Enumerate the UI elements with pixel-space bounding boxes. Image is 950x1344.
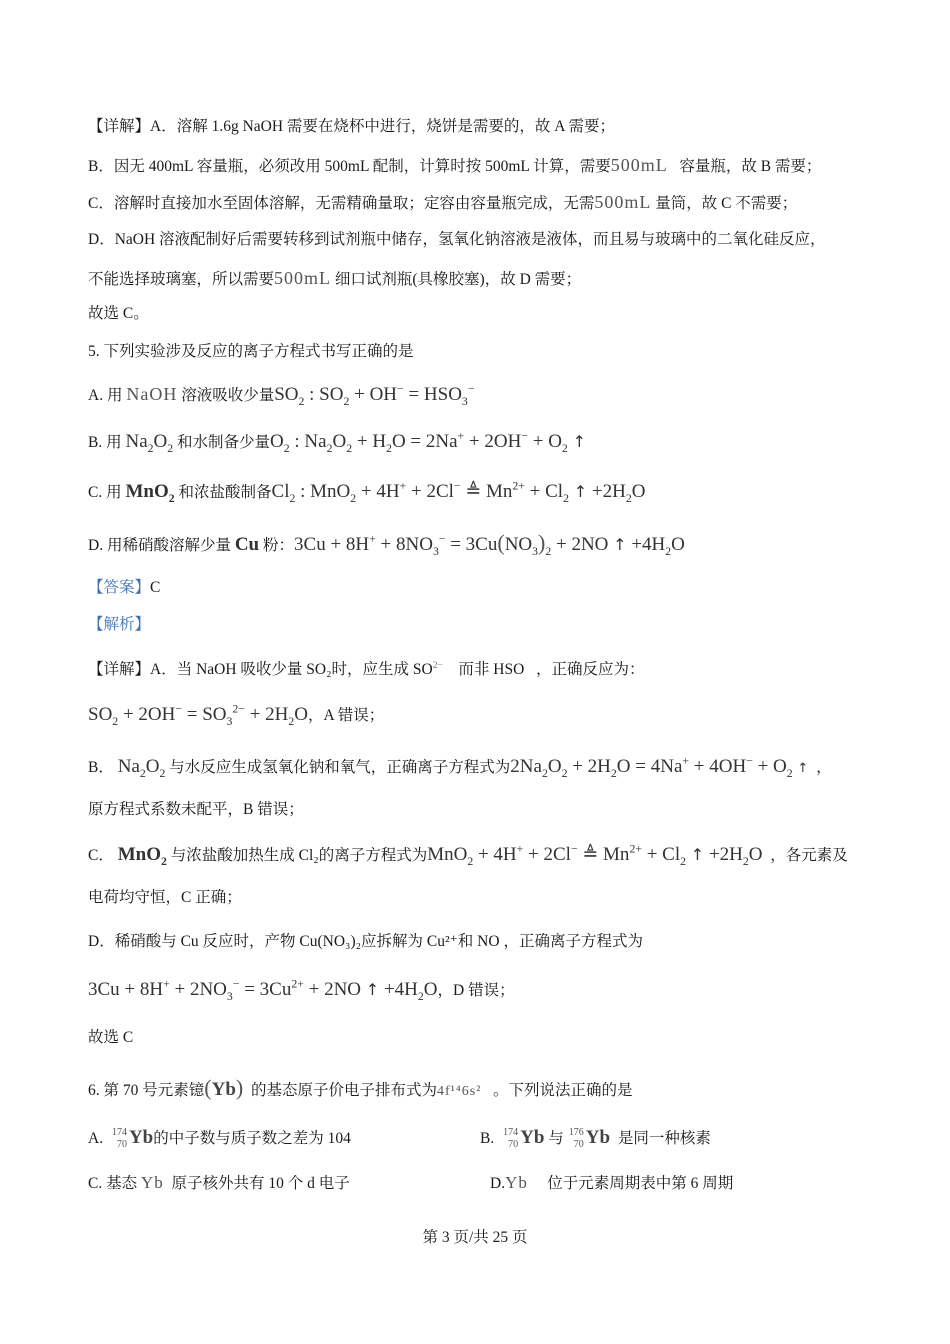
option-label: C. 用 bbox=[88, 484, 122, 501]
option-text: 和水制备少量 bbox=[177, 434, 271, 451]
detail2-c-line bbox=[88, 842, 848, 868]
detail-a-text: A．溶解 1.6g NaOH 需要在烧杯中进行，烧饼是需要的，故 A 需要； bbox=[150, 118, 616, 135]
detail2-conclusion bbox=[88, 1028, 133, 1048]
verdict-text: ，D 错误； bbox=[437, 982, 515, 999]
detail-c-line bbox=[88, 192, 797, 214]
element-symbol: Yb bbox=[520, 1127, 545, 1148]
option-label: D. bbox=[490, 1175, 506, 1192]
equation-image: $SO_2$ : $SO_2 + OH^- = HSO_3^-$ bbox=[274, 382, 475, 408]
stem-pre: 6. 第 70 号元素镱 bbox=[88, 1082, 205, 1099]
detail-a-line bbox=[88, 117, 615, 137]
detail2-d-equation-line bbox=[88, 977, 515, 1003]
paren-close: ) bbox=[235, 1075, 244, 1100]
stem-post: 。下列说法正确的是 bbox=[493, 1082, 633, 1099]
option-text: 位于元素周期表中第 6 周期 bbox=[547, 1175, 734, 1192]
question-6-option-b bbox=[480, 1128, 711, 1149]
detail2-c-text: 与浓盐酸加热生成 Cl₂的离子方程式为 bbox=[170, 847, 428, 864]
element-symbol: Yb bbox=[140, 1173, 164, 1192]
detail2-c-line2: 电荷均守恒，C 正确； bbox=[88, 889, 242, 906]
reagent-image: $Na_2O_2$ bbox=[117, 756, 166, 780]
equation-image: $Cl_2$ : MnO$_2$ + 4H+ + 2Cl− ≜ $Mn^{2+} + Cl_2$ ↑ $+2H_2O$ bbox=[271, 479, 646, 505]
question-5-option-d bbox=[88, 530, 685, 558]
question-5-option-b bbox=[88, 429, 586, 455]
detail-b-line bbox=[88, 155, 821, 177]
atomic-number: 70 bbox=[116, 1139, 127, 1151]
equation-image: $SO_2 + 2OH^- = SO_3^{2-} + 2H_2O$ bbox=[88, 702, 308, 728]
option-text: 是同一种核素 bbox=[617, 1130, 711, 1147]
option-text: 原子核外共有 10 个 d 电子 bbox=[171, 1175, 350, 1192]
detail-d-text: D．NaOH 溶液配制好后需要转移到试剂瓶中储存，氢氧化钠溶液是液体，而且易与玻璃中的二氧化硅反应， bbox=[88, 231, 826, 248]
detail-b-post: 容量瓶，故 B 需要； bbox=[679, 158, 822, 175]
nuclide-notation bbox=[564, 1129, 586, 1149]
volume-image: 500mL bbox=[594, 192, 652, 212]
detail-d-line-2 bbox=[88, 268, 581, 290]
detail-c-post: 量筒，故 C 不需要； bbox=[655, 195, 798, 212]
question-6-option-c bbox=[88, 1173, 350, 1194]
reagent-image: NaOH bbox=[126, 384, 178, 404]
detail2-a-mid: 而非 HSO bbox=[458, 661, 525, 678]
detail2-c-post: ，各元素及 bbox=[770, 847, 848, 864]
detail2-b-line2: 原方程式系数未配平，B 错误； bbox=[88, 801, 304, 818]
option-label: A. 用 bbox=[88, 387, 123, 404]
mass-number: 174 bbox=[111, 1127, 127, 1139]
conclusion-text: 故选 C。 bbox=[88, 305, 149, 322]
equation-image: $O_2$ : $Na_2O_2 + H_2O = 2Na^+ + 2OH^- + O_2$ ↑ bbox=[270, 429, 586, 455]
detail-label: 【详解】 bbox=[88, 661, 151, 678]
detail2-d-line bbox=[88, 932, 643, 952]
answer-label: 【答案】 bbox=[88, 579, 151, 596]
element-symbol: Yb bbox=[128, 1127, 154, 1148]
detail2-a-line: 【详解】A．当 NaOH 吸收少量 SO₂时，应生成 $SO^{2-}$ 而非 HSO ，正确反应为： bbox=[88, 659, 645, 678]
analysis-line bbox=[88, 615, 150, 635]
detail-label: 【详解】 bbox=[88, 118, 151, 135]
option-text: 和浓盐酸制备 bbox=[178, 484, 272, 501]
element-symbol: Yb bbox=[585, 1127, 611, 1148]
answer-value: C bbox=[150, 579, 161, 596]
detail2-d-text: D．稀硝酸与 Cu 反应时，产物 Cu(NO₃)₂应拆解为 Cu²⁺和 NO ，正确离子方程式为 bbox=[88, 933, 643, 950]
volume-image: 500mL bbox=[610, 155, 668, 175]
answer-line bbox=[88, 578, 160, 598]
question-5-stem bbox=[88, 342, 414, 362]
option-mid: 与 bbox=[548, 1130, 564, 1147]
mass-number: 174 bbox=[503, 1127, 519, 1139]
detail2-a-post: ，正确反应为： bbox=[535, 661, 645, 678]
question-5-option-c bbox=[88, 479, 646, 505]
detail2-a-equation-line bbox=[88, 702, 385, 728]
option-label: D. 用稀硝酸溶解少量 bbox=[88, 537, 231, 554]
option-text: 的中子数与质子数之差为 104 bbox=[153, 1130, 351, 1147]
equation-image: MnO$_2$ + 4H+ + 2Cl− ≜ $Mn^{2+} + Cl_2$ ↑ $+2H_2O$ bbox=[427, 842, 763, 868]
nuclide-notation bbox=[498, 1129, 520, 1149]
option-text: 溶液吸收少量 bbox=[181, 387, 275, 404]
page-footer bbox=[0, 1225, 950, 1247]
detail-b-text: B．因无 400mL 容量瓶，必须改用 500mL 配制，计算时按 500mL 计算，需要 bbox=[88, 158, 611, 175]
nuclide-notation bbox=[107, 1129, 129, 1149]
question-6-stem bbox=[88, 1075, 633, 1102]
question-5-option-a bbox=[88, 384, 474, 406]
reagent-image: MnO$_2$ bbox=[125, 481, 175, 505]
detail-d2-pre: 不能选择玻璃塞，所以需要 bbox=[88, 271, 275, 288]
detail-d2-post: 细口试剂瓶(具橡胶塞)，故 D 需要； bbox=[334, 271, 582, 288]
detail2-b-line-2 bbox=[88, 800, 304, 820]
detail2-c-line-2 bbox=[88, 888, 242, 908]
detail2-b-pre: B． bbox=[88, 759, 114, 776]
electron-config-image: 4f¹⁴6s² bbox=[436, 1084, 482, 1099]
element-symbol: Yb bbox=[211, 1079, 236, 1100]
detail-c-text: C．溶解时直接加水至固体溶解，无需精确量取；定容由容量瓶完成，无需 bbox=[88, 195, 595, 212]
paren-open: ( bbox=[204, 1075, 212, 1100]
atomic-number: 70 bbox=[508, 1139, 519, 1151]
option-label: A. bbox=[88, 1130, 104, 1147]
analysis-label: 【解析】 bbox=[88, 616, 151, 633]
volume-image: 500mL bbox=[274, 268, 332, 288]
detail2-c-pre: C． bbox=[88, 847, 114, 864]
atomic-number: 70 bbox=[573, 1139, 584, 1151]
equation-image: $3Cu + 8H^+ + 8NO_3^- = 3Cu(NO_3)_2 + 2NO$ ↑ $+4H_2O$ bbox=[294, 530, 685, 558]
detail-conclusion bbox=[88, 304, 149, 324]
question-6-option-a bbox=[88, 1128, 351, 1149]
question-stem: 5. 下列实验涉及反应的离子方程式书写正确的是 bbox=[88, 343, 414, 360]
detail2-b-line bbox=[88, 754, 832, 780]
detail-d-line-1 bbox=[88, 230, 826, 250]
reagent-image: MnO$_2$ bbox=[117, 844, 167, 868]
stem-mid: 的基态原子价电子排布式为 bbox=[250, 1082, 437, 1099]
conclusion-text: 故选 C bbox=[88, 1029, 134, 1046]
question-6-option-d bbox=[490, 1173, 733, 1194]
option-label: C. 基态 bbox=[88, 1175, 138, 1192]
equation-image: $3Cu + 8H^+ + 2NO_3^- = 3Cu^{2+} + 2NO$ ↑ $+4H_2O$ bbox=[88, 977, 438, 1003]
reagent-image: Cu bbox=[234, 534, 260, 555]
option-text: 粉： bbox=[263, 537, 295, 554]
reagent-image: $Na_2O_2$ bbox=[125, 431, 174, 455]
detail2-a-text: A．当 NaOH 吸收少量 SO₂时，应生成 SO bbox=[150, 661, 433, 678]
mass-number: 176 bbox=[568, 1127, 584, 1139]
verdict-text: ，A 错误； bbox=[308, 707, 385, 724]
comma: ， bbox=[816, 759, 832, 776]
element-symbol: Yb bbox=[505, 1173, 528, 1192]
page-number: 第 3 页/共 25 页 bbox=[422, 1229, 528, 1246]
option-label: B. bbox=[480, 1130, 495, 1147]
equation-image: $2Na_2O_2 + 2H_2O = 4Na^+ + 4OH^- + O_2$ ↑ bbox=[510, 754, 809, 780]
detail2-b-text: 与水反应生成氢氧化钠和氧气，正确离子方程式为 bbox=[169, 759, 511, 776]
option-label: B. 用 bbox=[88, 434, 122, 451]
